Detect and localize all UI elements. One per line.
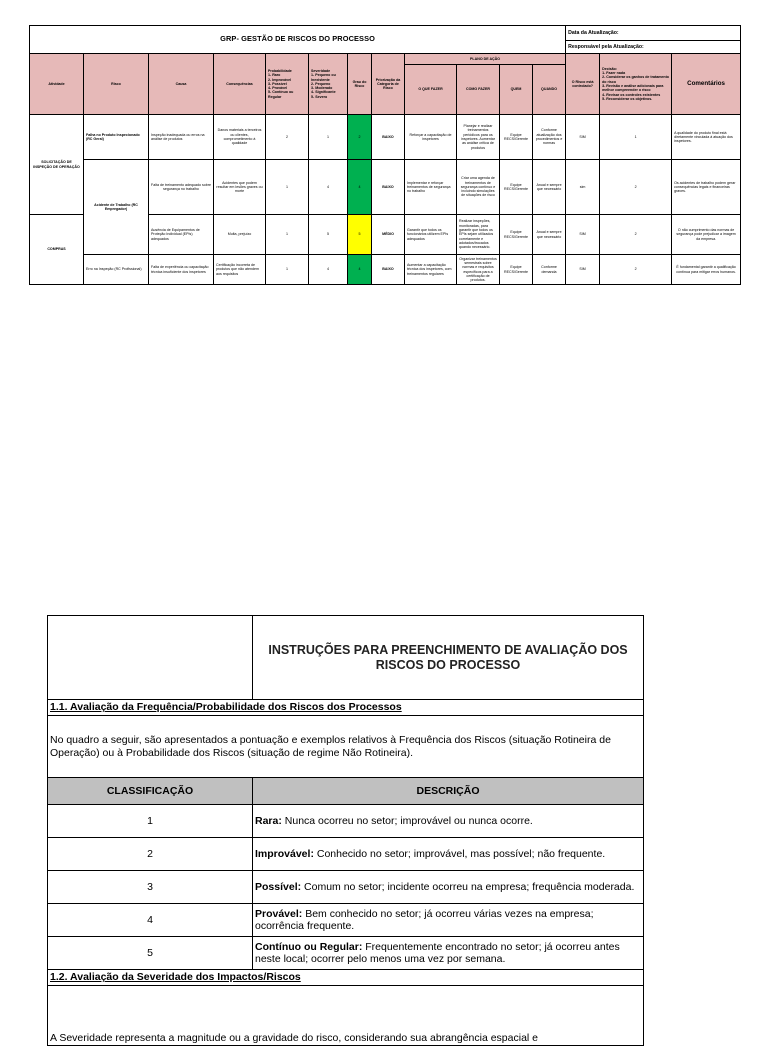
- como-fazer-cell: Criar uma agenda de treinamentos de segurança contínuo e incluindo simulações de situações de risco: [457, 160, 500, 215]
- probabilidade-cell: 2: [266, 115, 309, 160]
- descricao-text: Nunca ocorreu no setor; improvável ou nunca ocorre.: [281, 814, 533, 827]
- causa-cell: Ausência de Equipamentos de Proteção Individual (EPIs) adequados: [149, 215, 214, 255]
- severidade-cell: 4: [309, 255, 348, 285]
- section-1-title: 1.1. Avaliação da Frequência/Probabilidade dos Riscos dos Processos: [48, 700, 644, 716]
- activity-cell: COMPRAS: [30, 215, 84, 285]
- o-que-fazer-cell: Reforçar a capacitação de inspetores: [405, 115, 457, 160]
- descricao-term: Improvável:: [255, 847, 314, 860]
- table-row: [30, 255, 741, 285]
- update-date-label: Data da Atualização:: [566, 26, 741, 41]
- classificacao-cell: 4: [48, 904, 253, 937]
- decisao-cell: 1: [600, 115, 672, 160]
- descricao-term: Rara:: [255, 814, 282, 827]
- comentarios-cell: A qualidade do produto final está diretamente vinculada à atuação dos inspetores.: [672, 115, 741, 160]
- section-1-text: No quadro a seguir, são apresentados a pontuação e exemplos relativos à Frequência dos Riscos (situação Rotineira de Operação) ou à Probabilidade dos Riscos (situação de regime Não Rotineira).: [48, 716, 644, 778]
- quando-cell: Conforme demanda: [533, 255, 566, 285]
- quando-cell: Anual e sempre que necessário: [533, 160, 566, 215]
- decisao-cell: 2: [600, 255, 672, 285]
- quem-cell: Equipe RECS/Gerente: [500, 115, 533, 160]
- controlado-cell: SIM: [566, 115, 600, 160]
- descricao-term: Possível:: [255, 880, 302, 893]
- col-causa: Causa: [149, 54, 214, 115]
- controlado-cell: sim: [566, 160, 600, 215]
- comentarios-cell: O não cumprimento das normas de segurança pode prejudicar a imagem da empresa.: [672, 215, 741, 255]
- col-risco: Risco: [84, 54, 149, 115]
- col-grau: Grau do Risco: [348, 54, 372, 115]
- col-severidade: Severidade 1- Pequeno ou Inexistente 2- Pequeno 3- Moderado 4- Significante 5- Severo: [309, 54, 348, 115]
- table-row: [48, 805, 644, 838]
- col-quem: QUEM: [500, 65, 533, 115]
- col-controlado: O Risco está controlado?: [566, 54, 600, 115]
- descricao-term: Provável:: [255, 907, 303, 920]
- priorizacao-cell: BAIXO: [372, 255, 405, 285]
- causa-cell: Inspeção inadequada ou erros na análise de produtos: [149, 115, 214, 160]
- como-fazer-cell: Realizar inspeções, monitoradas, para garantir que todos os EPIs sejam utilizados corretamente e adotados/trocados quando necessário.: [457, 215, 500, 255]
- consequencias-cell: Danos materiais a terceiros ou clientes, comprometimento à qualidade: [214, 115, 266, 160]
- causa-cell: Falta de experiência ou capacitação técnica insuficiente dos inspetores: [149, 255, 214, 285]
- consequencias-cell: Acidentes que podem resultar em lesões graves ou morte: [214, 160, 266, 215]
- classificacao-cell: 2: [48, 838, 253, 871]
- priorizacao-cell: MÉDIO: [372, 215, 405, 255]
- como-fazer-cell: Organizar treinamentos semestrais sobre normas e requisitos específicos para a certificação de produtos.: [457, 255, 500, 285]
- col-probabilidade: Probabilidade 1- Raro 2- Improvável 3- Possível 4- Provável 5- Contínuo ou Regular: [266, 54, 309, 115]
- section-2-text: A Severidade representa a magnitude ou a gravidade do risco, considerando sua abrangência espacial e: [48, 986, 644, 1046]
- severidade-cell: 5: [309, 215, 348, 255]
- severidade-cell: 1: [309, 115, 348, 160]
- descricao-text: Conhecido no setor; improvável, mas possível; não frequente.: [313, 847, 606, 860]
- controlado-cell: SIM: [566, 215, 600, 255]
- probabilidade-cell: 1: [266, 215, 309, 255]
- section-2-title: 1.2. Avaliação da Severidade dos Impactos/Riscos: [48, 970, 644, 986]
- como-fazer-cell: Planejar e realizar treinamentos periódicos para os inspetores. Aumentar as análise crítica de produtos: [457, 115, 500, 160]
- descricao-cell: [253, 871, 644, 904]
- priorizacao-cell: BAIXO: [372, 160, 405, 215]
- col-o-que-fazer: O QUE FAZER: [405, 65, 457, 115]
- priorizacao-cell: BAIXO: [372, 115, 405, 160]
- grau-cell: 5: [348, 215, 372, 255]
- descricao-cell: [253, 805, 644, 838]
- grau-cell: 2: [348, 115, 372, 160]
- descricao-cell: [253, 937, 644, 970]
- consequencias-cell: Certificação incorreta de produtos que não atendem aos requisitos: [214, 255, 266, 285]
- descricao-cell: [253, 838, 644, 871]
- logo-placeholder: [48, 616, 253, 700]
- quem-cell: Equipe RECS/Gerente: [500, 160, 533, 215]
- col-atividade: Atividade: [30, 54, 84, 115]
- classificacao-cell: 3: [48, 871, 253, 904]
- decisao-cell: 2: [600, 160, 672, 215]
- grau-cell: 4: [348, 160, 372, 215]
- col-priorizacao: Priorização da Categoria de Risco: [372, 54, 405, 115]
- comentarios-cell: É fundamental garantir a qualificação contínua para mitigar erros humanos.: [672, 255, 741, 285]
- descricao-text: Frequentemente encontrado no setor; já ocorreu antes neste local; ocorrer pelo menos uma vez por semana.: [255, 940, 620, 965]
- risk-management-table: [29, 25, 741, 285]
- descricao-text: Comum no setor; incidente ocorreu na empresa; frequência moderada.: [301, 880, 635, 893]
- o-que-fazer-cell: Aumentar a capacitação técnica dos inspetores, com treinamentos regulares: [405, 255, 457, 285]
- quando-cell: Anual e sempre que necessário: [533, 215, 566, 255]
- col-descricao: DESCRIÇÃO: [253, 778, 644, 805]
- table-row: [48, 904, 644, 937]
- causa-cell: Falta de treinamento adequado sobre segurança no trabalho: [149, 160, 214, 215]
- instructions-table: [47, 615, 644, 1046]
- comentarios-cell: Os acidentes de trabalho podem gerar consequências legais e financeiras graves.: [672, 160, 741, 215]
- classificacao-cell: 1: [48, 805, 253, 838]
- sheet-title: GRP- GESTÃO DE RISCOS DO PROCESSO: [30, 26, 566, 54]
- activity-cell: SOLICITAÇÃO DE INSPEÇÃO DE OPERAÇÃO: [30, 115, 84, 215]
- table-row: [48, 838, 644, 871]
- classificacao-cell: 5: [48, 937, 253, 970]
- col-consequencias: Consequências: [214, 54, 266, 115]
- o-que-fazer-cell: Garantir que todos os funcionários utilizem EPIs adequados: [405, 215, 457, 255]
- instructions-title: INSTRUÇÕES PARA PREENCHIMENTO DE AVALIAÇÃO DOS RISCOS DO PROCESSO: [253, 616, 644, 700]
- quem-cell: Equipe RECS/Gerente: [500, 215, 533, 255]
- table-row: [48, 937, 644, 970]
- decisao-cell: 2: [600, 215, 672, 255]
- responsible-label: Responsável pela Atualização:: [566, 41, 741, 54]
- risco-cell: Acidente de Trabalho (RC Empregador): [84, 160, 149, 255]
- probabilidade-cell: 1: [266, 160, 309, 215]
- controlado-cell: SIM: [566, 255, 600, 285]
- quem-cell: Equipe RECS/Gerente: [500, 255, 533, 285]
- grau-cell: 4: [348, 255, 372, 285]
- descricao-cell: [253, 904, 644, 937]
- table-row: [30, 115, 741, 160]
- col-quando: QUANDO: [533, 65, 566, 115]
- probabilidade-cell: 1: [266, 255, 309, 285]
- descricao-term: Contínuo ou Regular:: [255, 940, 363, 953]
- col-classificacao: CLASSIFICAÇÃO: [48, 778, 253, 805]
- o-que-fazer-cell: Implementar e reforçar treinamentos de segurança no trabalho: [405, 160, 457, 215]
- quando-cell: Conforme atualização dos procedimentos e normas: [533, 115, 566, 160]
- col-decisao: Decisão: 1- Fazer nada 2- Considerar os ganhos de tratamento do risco 3- Revisão e análise adicionais para melhor compreender o risco 4- Revisar os controles existentes 5- Reconsiderar os objetivos.: [600, 54, 672, 115]
- severidade-cell: 4: [309, 160, 348, 215]
- col-como-fazer: COMO FAZER: [457, 65, 500, 115]
- table-row: [48, 871, 644, 904]
- table-row: [30, 160, 741, 215]
- risco-cell: Falha no Produto Inspecionado (RC Geral): [84, 115, 149, 160]
- col-comentarios: Comentários: [672, 54, 741, 115]
- risco-cell: Erro na Inspeção (RC Profissional): [84, 255, 149, 285]
- descricao-text: Bem conhecido no setor; já ocorreu várias vezes na empresa; ocorrência frequente.: [255, 907, 594, 932]
- action-plan-header: PLANO DE AÇÃO: [405, 54, 566, 65]
- consequencias-cell: Multa, prejuízo: [214, 215, 266, 255]
